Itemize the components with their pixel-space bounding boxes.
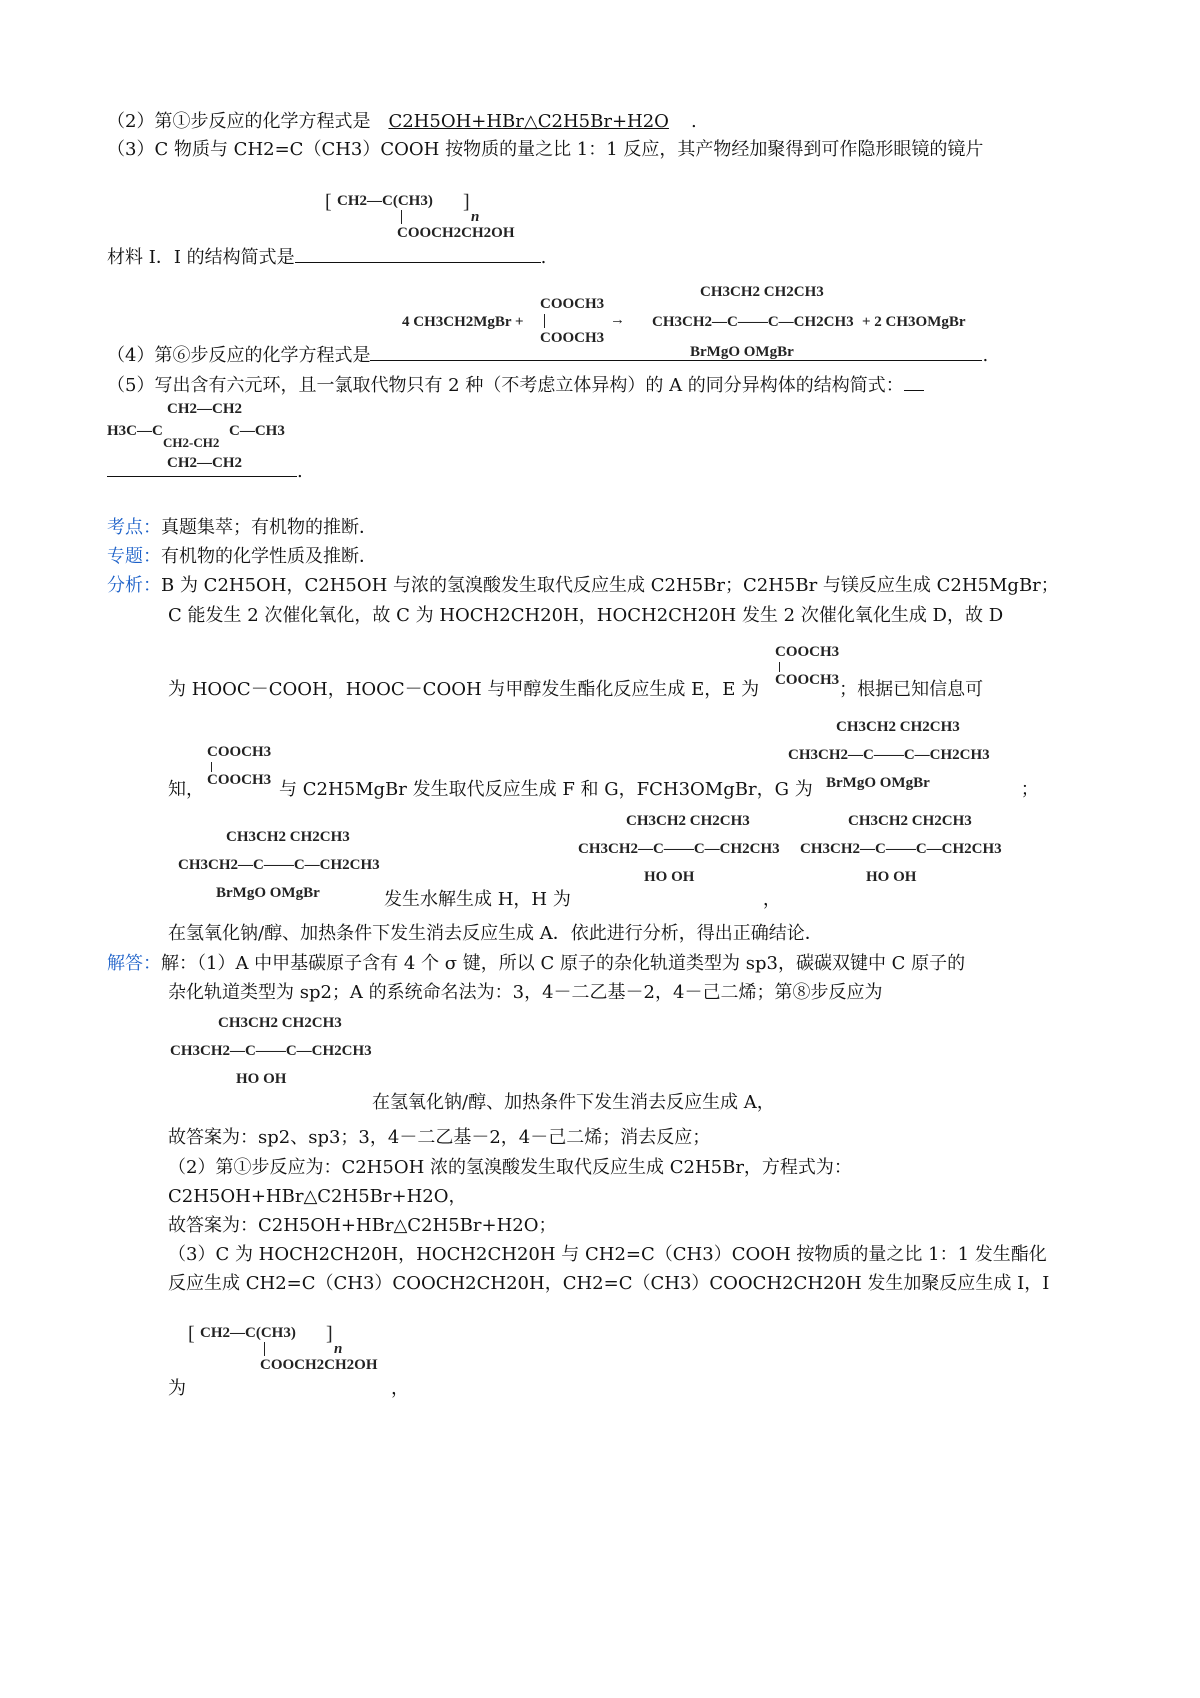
fenxi-text: ；根据已知信息可 (839, 679, 984, 700)
kaodian-label: 考点： (107, 517, 161, 538)
product-top: CH3CH2 CH2CH3 (700, 284, 824, 300)
q5-label: （5）写出含有六元环，且一氯取代物只有 2 种（不考虑立体异构）的 A 的同分异构体的结构简式： (107, 375, 904, 396)
q2-line (107, 110, 697, 134)
product-mid: CH3CH2—C——C—CH2CH3 (652, 314, 854, 330)
diol-top: CH3CH2 CH2CH3 (218, 1015, 342, 1031)
kaodian-line (107, 516, 377, 540)
q5-line (107, 372, 924, 398)
jieda-text: 解：（1）A 中甲基碳原子含有 4 个 σ 键，所以 C 原子的杂化轨道类型为 sp3，碳碳双键中 C 原子的 (161, 953, 966, 974)
jieda-line2: 杂化轨道类型为 sp2；A 的系统命名法为：3，4－二乙基－2，4－己二烯；第⑧步反应为 (168, 982, 883, 1003)
product-mid: CH3CH2—C——C—CH2CH3 (178, 857, 380, 873)
product-mid: CH3CH2—C——C—CH2CH3 (788, 747, 990, 763)
q4-end: . (982, 345, 989, 366)
q4-label: （4）第⑥步反应的化学方程式是 (107, 345, 371, 366)
jieda-label: 解答： (107, 953, 161, 974)
diol-top: CH3CH2 CH2CH3 (626, 813, 750, 829)
h-structure (800, 814, 1030, 884)
q3-line1: （3）C 物质与 CH2=C（CH3）COOH 按物质的量之比 1：1 反应，其产物经加聚得到可作隐形眼镜的镜片 (107, 139, 984, 160)
answer-blank (107, 455, 297, 477)
jieda-line7: 故答案为：C2H5OH+HBr△C2H5Br+H2O； (168, 1215, 557, 1236)
fenxi-text: ， (762, 889, 781, 910)
q5-end: . (297, 461, 303, 482)
diol-mid: CH3CH2—C——C—CH2CH3 (800, 841, 1002, 857)
ring-mid: CH2-CH2 (163, 435, 220, 450)
fenxi-line6: 在氢氧化钠/醇、加热条件下发生消去反应生成 A．依此进行分析，得出正确结论． (168, 923, 823, 944)
jieda-line3: 在氢氧化钠/醇、加热条件下发生消去反应生成 A， (372, 1092, 775, 1113)
product-top: CH3CH2 CH2CH3 (836, 719, 960, 735)
fenxi-text: 为 HOOC－COOH，HOOC－COOH 与甲醇发生酯化反应生成 E，E 为 (168, 679, 760, 700)
document-page: （2）第①步反应的化学方程式是 C2H5OH+HBr△C2H5Br+H2O . （3）C 物质与 CH2=C（CH3）COOH 按物质的量之比 1：1 反应，其产物经加聚得到可作隐形眼镜的镜片 [ CH2—C(CH3) ] n COOCH2CH2OH 材料 I．I 的结构简式是 . 4 CH3CH2MgBr + COOCH3 COOCH3 → CH3CH2 CH2CH3 CH3CH2—C——C—CH2CH3 BrMgO OMgBr + 2 CH3OMgBr （4）第⑥步反应的化学方程式是 . （5）写出含有六元环，且一氯取代物只有 2 种（不考虑立体异构）的 A 的同分异构体的结构简式： CH2—CH2 H3C—C CH2-CH2 C—CH3 CH2—CH2 . 考点：真题集萃；有机物的推断． 专题：有机物的化学性质及推断． 分析：B 为 C2H5OH，C2H5OH 与浓的氢溴酸发生取代反应生成 C2H5Br；C2H5Br 与镁反应生成 C2H5MgBr； C 能发生 2 次催化氧化，故 C 为 HOCH2CH20H，HOCH2CH20H 发生 2 次催化氧化生成 D，故 D COOCH3 COOCH3 为 HOOC－COOH，HOOC－COOH 与甲醇发生酯化反应生成 E，E 为 ；根据已知信息可 COOCH3 COOCH3 CH3CH2 CH2CH3 CH3CH2—C——C—CH2CH3 BrMgO OMgBr 知， 与 C2H5MgBr 发生取代反应生成 F 和 G，FCH3OMgBr，G 为 ； CH3CH2 CH2CH3 CH3CH2—C——C—CH2CH3 BrMgO OMgBr CH3CH2 CH2CH3 CH3CH2—C——C—CH2CH3 HO OH CH3CH2 CH2CH3 CH3CH2—C——C—CH2CH3 HO OH 发生水解生成 H，H 为 ， 在氢氧化钠/醇、加热条件下发生消去反应生成 A．依此进行分析，得出正确结论． 解答：解：（1）A 中甲基碳原子含有 4 个 σ 键，所以 C 原子的杂化轨道类型为 sp3，碳碳双键中 C 原子的 杂化轨道类型为 sp2；A 的系统命名法为：3，4－二乙基－2，4－己二烯；第⑧步反应为 CH3CH2 CH2CH3 CH3CH2—C——C—CH2CH3 HO OH 在氢氧化钠/醇、加热条件下发生消去反应生成 A， 故答案为：sp2、sp3；3，4－二乙基－2，4－己二烯；消去反应； （2）第①步反应为：C2H5OH 浓的氢溴酸发生取代反应生成 C2H5Br，方程式为： C2H5OH+HBr△C2H5Br+H2O， 故答案为：C2H5OH+HBr△C2H5Br+H2O； （3）C 为 HOCH2CH20H，HOCH2CH20H 与 CH2=C（CH3）COOH 按物质的量之比 1：1 发生酯化 反应生成 CH2=C（CH3）COOCH2CH20H，CH2=C（CH3）COOCH2CH20H 发生加聚反应生成 I，I [ CH2—C(CH3) ] n COOCH2CH2OH 为 ， (0, 0, 1200, 1698)
kaodian-text: 真题集萃；有机物的推断． (161, 517, 377, 538)
q2-end: . (690, 111, 697, 132)
jieda-line5: （2）第①步反应为：C2H5OH 浓的氢溴酸发生取代反应生成 C2H5Br，方程式为： (168, 1157, 852, 1178)
jieda-line9: 反应生成 CH2=C（CH3）COOCH2CH20H，CH2=C（CH3）COOCH2CH20H 发生加聚反应生成 I，I (168, 1273, 1050, 1294)
polymer-main: CH2—C(CH3) (337, 193, 433, 209)
fenxi-text: ； (1020, 779, 1039, 800)
product-bot: BrMgO OMgBr (690, 344, 794, 360)
fenxi-text: 发生水解生成 H，H 为 (384, 889, 571, 910)
fenxi-label: 分析： (107, 575, 161, 596)
jieda-line4: 故答案为：sp2、sp3；3，4－二乙基－2，4－己二烯；消去反应； (168, 1127, 711, 1148)
fenxi-line1 (107, 574, 1059, 598)
ring-left: H3C—C (107, 423, 163, 439)
q3-label: 材料 I．I 的结构简式是 (107, 247, 295, 268)
answer-blank (370, 342, 982, 361)
diol-mid: CH3CH2—C——C—CH2CH3 (578, 841, 780, 857)
byproduct: + 2 CH3OMgBr (862, 314, 966, 330)
q3-line2 (107, 244, 546, 270)
ring-right: C—CH3 (229, 423, 285, 439)
diol-mid: CH3CH2—C——C—CH2CH3 (170, 1043, 372, 1059)
jieda-line6: C2H5OH+HBr△C2H5Br+H2O， (168, 1186, 467, 1207)
fenxi-text: 与 C2H5MgBr 发生取代反应生成 F 和 G，FCH3OMgBr，G 为 (279, 779, 813, 800)
product-bot: BrMgO OMgBr (216, 885, 320, 901)
polymer-side: COOCH2CH2OH (397, 225, 515, 241)
ester-bot: COOCH3 (207, 772, 272, 788)
polymer-n: n (334, 1341, 343, 1357)
jieda-text: ， (391, 1378, 409, 1399)
h-structure (578, 814, 808, 884)
diol-bot: HO OH (644, 869, 695, 885)
q2-prefix: （2）第①步反应的化学方程式是 (107, 111, 371, 132)
ring-bot: CH2—CH2 (167, 455, 242, 471)
polymer-main: CH2—C(CH3) (200, 1325, 296, 1341)
answer-blank (904, 372, 924, 391)
fenxi-line5 (384, 888, 781, 912)
ester-bot: COOCH3 (775, 672, 840, 688)
jieda-line1 (107, 952, 965, 976)
ester-top: COOCH3 (540, 296, 605, 312)
diol-bot: HO OH (236, 1071, 287, 1087)
product-bot: BrMgO OMgBr (826, 775, 930, 791)
polymer-n: n (471, 209, 480, 225)
q5-answer-line (107, 455, 303, 484)
q2-answer: C2H5OH+HBr△C2H5Br+H2O (388, 111, 669, 132)
product-top: CH3CH2 CH2CH3 (226, 829, 350, 845)
fenxi-line3 (168, 678, 983, 702)
q3-end: . (540, 247, 547, 268)
jieda-line8: （3）C 为 HOCH2CH20H，HOCH2CH20H 与 CH2=C（CH3）COOH 按物质的量之比 1：1 发生酯化 (168, 1244, 1047, 1265)
zhuanti-label: 专题： (107, 546, 161, 567)
reagent: 4 CH3CH2MgBr + (402, 314, 524, 330)
fenxi-line4 (168, 775, 1039, 802)
fenxi-text: 知， (168, 779, 204, 800)
ring-top: CH2—CH2 (167, 401, 242, 417)
answer-blank (295, 244, 541, 263)
q4-line (107, 342, 988, 368)
ester-top: COOCH3 (207, 744, 272, 760)
fenxi-text: B 为 C2H5OH，C2H5OH 与浓的氢溴酸发生取代反应生成 C2H5Br；C2H5Br 与镁反应生成 C2H5MgBr； (161, 575, 1059, 596)
polymer-side: COOCH2CH2OH (260, 1357, 378, 1373)
zhuanti-text: 有机物的化学性质及推断． (161, 546, 377, 567)
diol-bot: HO OH (866, 869, 917, 885)
ester-top: COOCH3 (775, 644, 840, 660)
h-structure (170, 1016, 400, 1086)
diol-top: CH3CH2 CH2CH3 (848, 813, 972, 829)
zhuanti-line (107, 545, 377, 569)
jieda-line10 (168, 1377, 409, 1401)
arrow: → (610, 312, 625, 328)
jieda-text: 为 (168, 1378, 186, 1399)
g-structure (178, 830, 408, 900)
fenxi-line2: C 能发生 2 次催化氧化，故 C 为 HOCH2CH20H，HOCH2CH20H 发生 2 次催化氧化生成 D，故 D (168, 605, 1004, 626)
ester-bot: COOCH3 (540, 330, 605, 346)
